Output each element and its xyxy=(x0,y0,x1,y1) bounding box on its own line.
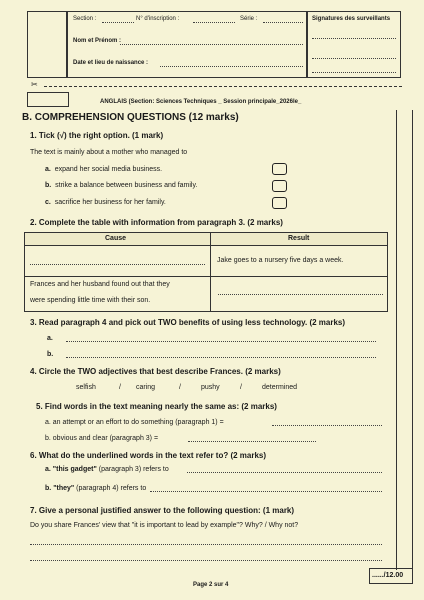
col-result: Result xyxy=(288,235,310,242)
q1-checkbox-a[interactable] xyxy=(272,163,287,175)
q1-stem: The text is mainly about a mother who managed to xyxy=(30,149,188,156)
row2-cause-line1: Frances and her husband found out that they xyxy=(30,281,170,288)
q4-slash: / xyxy=(119,384,121,391)
q6-a-answer-line[interactable] xyxy=(187,472,382,473)
q3-title: 3. Read paragraph 4 and pick out TWO benefits of using less technology. (2 marks) xyxy=(30,318,346,327)
q1-title: 1. Tick (√) the right option. (1 mark) xyxy=(30,131,164,140)
page-footer: Page 2 sur 4 xyxy=(193,582,229,588)
table-row1-cause[interactable] xyxy=(24,245,211,277)
q5-a-answer-line[interactable] xyxy=(272,425,382,426)
q1-checkbox-c[interactable] xyxy=(272,197,287,209)
q1-checkbox-b[interactable] xyxy=(272,180,287,192)
q5-b-answer-line[interactable] xyxy=(188,441,316,442)
surveillants-label: Signatures des surveillants xyxy=(312,16,391,22)
cut-line xyxy=(44,86,402,87)
q6-a: a. "this gadget" (paragraph 3) refers to xyxy=(45,466,169,473)
q1-option-a: a. expand her social media business. xyxy=(45,166,163,173)
q4-title: 4. Circle the TWO adjectives that best describe Frances. (2 marks) xyxy=(30,367,281,376)
q7-title: 7. Give a personal justified answer to the following question: (1 mark) xyxy=(30,506,295,515)
q4-word-determined[interactable]: determined xyxy=(262,384,298,391)
q3-a-answer-line[interactable] xyxy=(66,341,376,342)
q4-word-selfish[interactable]: selfish xyxy=(76,384,96,391)
row1-result: Jake goes to a nursery five days a week. xyxy=(217,257,344,264)
q5-title: 5. Find words in the text meaning nearly the same as: (2 marks) xyxy=(36,402,277,411)
q3-b-answer-line[interactable] xyxy=(66,357,376,358)
q7-answer-line-1[interactable] xyxy=(30,544,382,545)
date-label: Date et lieu de naissance : xyxy=(73,60,149,66)
margin-column xyxy=(396,110,413,570)
photo-box xyxy=(27,11,67,78)
q7-stem: Do you share Frances' view that "it is important to lead by example"? Why? / Why not? xyxy=(30,522,299,529)
row2-cause-line2: were spending little time with their son. xyxy=(30,297,151,304)
q6-b-answer-line[interactable] xyxy=(150,491,382,492)
col-cause: Cause xyxy=(105,235,127,242)
q6-b: b. "they" (paragraph 4) refers to xyxy=(45,485,147,492)
q6-title: 6. What do the underlined words in the text refer to? (2 marks) xyxy=(30,451,267,460)
inscription-label: N° d'inscription : xyxy=(136,16,180,22)
scissors-icon: ✂ xyxy=(31,80,38,89)
q5-a: a. an attempt or an effort to do something (paragraph 1) = xyxy=(45,419,224,426)
q4-slash: / xyxy=(179,384,181,391)
subject-line: ANGLAIS (Section: Sciences Techniques _ Session principale_2026le_ xyxy=(100,99,302,105)
q1-option-c: c. sacrifice her business for her family. xyxy=(45,199,166,206)
q1-option-b: b. strike a balance between business and family. xyxy=(45,182,198,189)
code-box xyxy=(27,92,69,107)
section-title: B. COMPREHENSION QUESTIONS (12 marks) xyxy=(22,112,239,123)
q3-a-label: a. xyxy=(47,335,53,342)
nom-label: Nom et Prénom : xyxy=(73,38,122,44)
q7-answer-line-2[interactable] xyxy=(30,560,382,561)
q3-b-label: b. xyxy=(47,351,54,358)
q5-b: b. obvious and clear (paragraph 3) = xyxy=(45,435,159,442)
q2-title: 2. Complete the table with information from paragraph 3. (2 marks) xyxy=(30,218,283,227)
section-label: Section : xyxy=(73,16,97,22)
q4-slash: / xyxy=(240,384,242,391)
score: ....../12.00 xyxy=(372,572,404,579)
q4-word-caring[interactable]: caring xyxy=(136,384,156,391)
serie-label: Série : xyxy=(240,16,258,22)
q4-word-pushy[interactable]: pushy xyxy=(201,384,220,391)
